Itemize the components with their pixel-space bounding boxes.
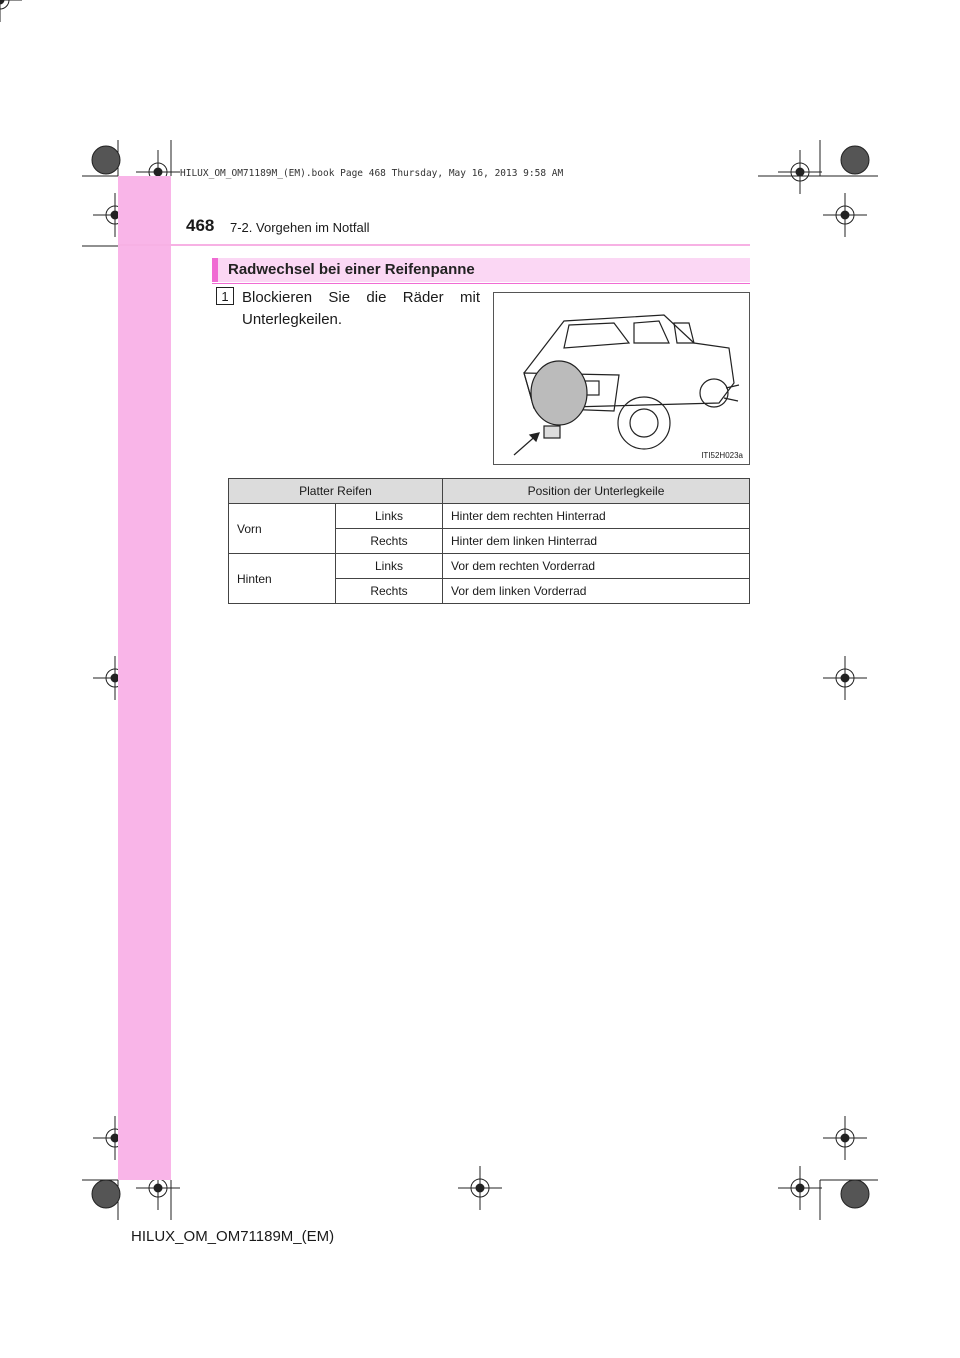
table-header-row	[229, 479, 750, 504]
page-number: 468	[186, 216, 215, 235]
table-header: Position der Unterlegkeile	[443, 479, 750, 504]
pickup-truck-illustration	[493, 292, 750, 465]
side-cell: Rechts	[336, 579, 443, 604]
chock-position-cell: Vor dem linken Vorderrad	[443, 579, 750, 604]
footer-manual-code: HILUX_OM_OM71189M_(EM)	[131, 1228, 335, 1245]
section-title: 7-2. Vorgehen im Notfall	[230, 220, 370, 235]
table-row	[229, 504, 750, 529]
table-row	[229, 554, 750, 579]
chapter-tab-strip	[118, 176, 171, 1180]
chock-position-cell: Hinter dem rechten Hinterrad	[443, 504, 750, 529]
figure-id: ITI52H023a	[701, 451, 743, 460]
side-cell: Rechts	[336, 529, 443, 554]
wheel-chock-table	[228, 478, 750, 604]
side-cell: Links	[336, 554, 443, 579]
step-text: Blockieren Sie die Räder mit Unterlegkeilen.	[242, 289, 480, 328]
truck-drawing	[494, 293, 749, 464]
section-heading	[212, 258, 750, 282]
section-heading-text: Radwechsel bei einer Reifenpanne	[228, 261, 475, 278]
step-number: 1	[216, 287, 234, 305]
side-cell: Links	[336, 504, 443, 529]
chock-position-cell: Vor dem rechten Vorderrad	[443, 554, 750, 579]
tire-position-cell: Vorn	[229, 504, 336, 554]
chock-position-cell: Hinter dem linken Hinterrad	[443, 529, 750, 554]
book-info-line: HILUX_OM_OM71189M_(EM).book Page 468 Thursday, May 16, 2013 9:58 AM	[180, 168, 564, 179]
table-header: Platter Reifen	[229, 479, 443, 504]
header-rule	[118, 244, 750, 246]
heading-rule	[212, 283, 750, 284]
tire-position-cell: Hinten	[229, 554, 336, 604]
